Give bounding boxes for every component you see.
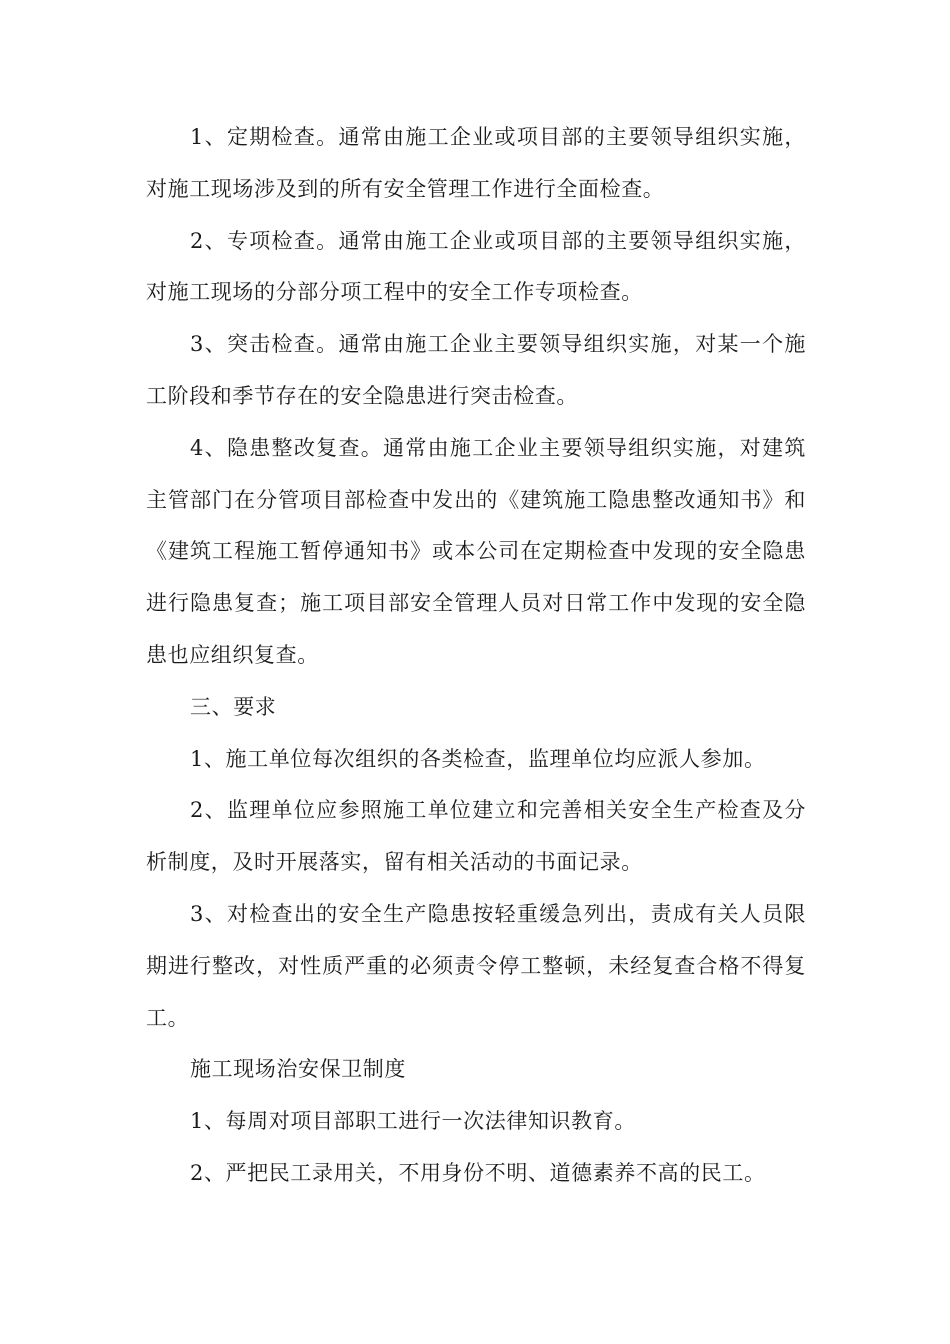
paragraph-requirement-2: 2、监理单位应参照施工单位建立和完善相关安全生产检查及分析制度，及时开展落实，留有相关活动的书面记录。 [146,798,806,875]
document-body [146,112,806,1200]
paragraph-security-1: 1、每周对项目部职工进行一次法律知识教育。 [190,1109,636,1134]
paragraph-special-inspection: 2、专项检查。通常由施工企业或项目部的主要领导组织实施，对施工现场的分部分项工程中的安全工作专项检查。 [146,228,806,305]
paragraph-security-2: 2、严把民工录用关，不用身份不明、道德素养不高的民工。 [190,1160,766,1185]
paragraph-requirement-1: 1、施工单位每次组织的各类检查，监理单位均应派人参加。 [190,746,766,771]
paragraph-hazard-recheck: 4、隐患整改复查。通常由施工企业主要领导组织实施，对建筑主管部门在分管项目部检查中发出的《建筑施工隐患整改通知书》和《建筑工程施工暂停通知书》或本公司在定期检查中发现的安全隐患进行隐患复查；施工项目部安全管理人员对日常工作中发现的安全隐患也应组织复查。 [146,435,806,667]
paragraph-surprise-inspection: 3、突击检查。通常由施工企业主要领导组织实施，对某一个施工阶段和季节存在的安全隐患进行突击检查。 [146,332,806,408]
section-heading-security: 施工现场治安保卫制度 [190,1057,406,1082]
paragraph-requirement-3: 3、对检查出的安全生产隐患按轻重缓急列出，责成有关人员限期进行整改，对性质严重的必须责令停工整顿，未经复查合格不得复工。 [146,901,806,1030]
section-heading-requirements: 三、要求 [190,694,277,719]
paragraph-periodic-inspection: 1、定期检查。通常由施工企业或项目部的主要领导组织实施，对施工现场涉及到的所有安全管理工作进行全面检查。 [146,125,806,201]
